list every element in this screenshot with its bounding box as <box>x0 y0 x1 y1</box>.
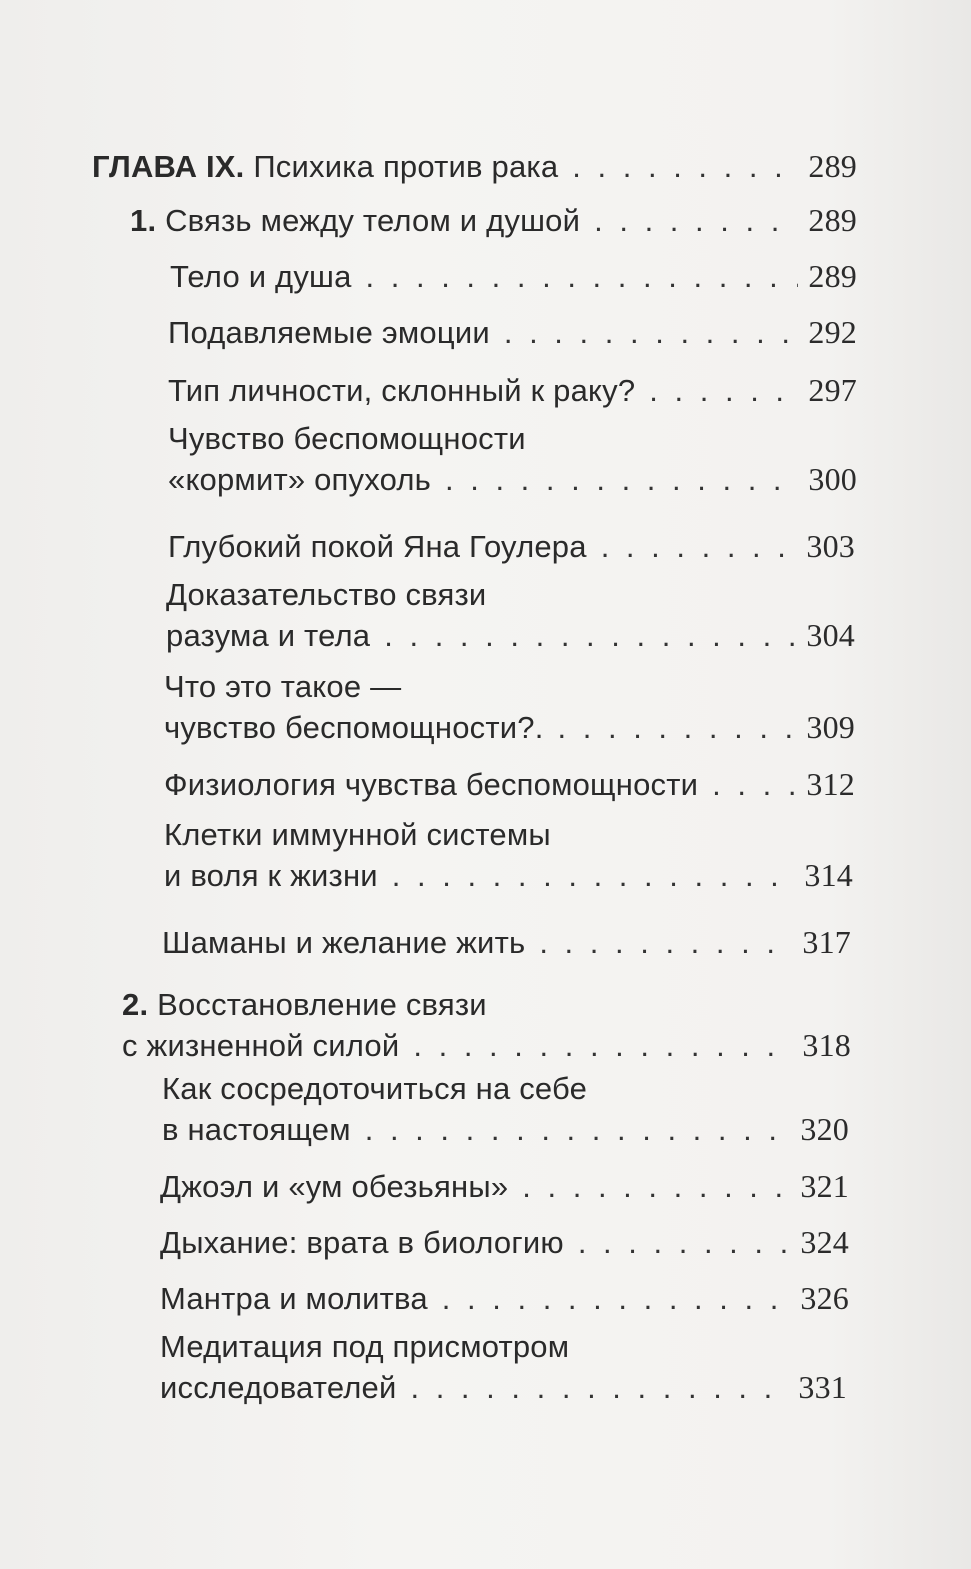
toc-item <box>160 1326 847 1408</box>
section-title-line: с жизненной силой <box>122 1028 400 1063</box>
toc-item <box>166 574 855 656</box>
page-number: 292 <box>808 314 857 350</box>
toc-item <box>162 1068 849 1150</box>
item-title-line: исследователей <box>160 1370 397 1405</box>
toc-item <box>168 312 857 353</box>
item-title-line: Чувство беспомощности <box>168 421 526 456</box>
dot-leader <box>384 615 796 656</box>
section-number: 2. <box>122 987 149 1022</box>
page-number: 317 <box>802 924 851 960</box>
toc-item <box>164 814 853 896</box>
dot-leader <box>392 855 795 896</box>
section-title: Связь между телом и душой <box>165 203 581 238</box>
toc-section <box>122 984 851 1066</box>
toc-section <box>130 200 857 241</box>
item-title-line: Медитация под присмотром <box>160 1329 570 1364</box>
dot-leader <box>558 707 797 748</box>
item-title-line: Что это такое — <box>164 669 402 704</box>
dot-leader <box>522 1166 790 1207</box>
page-number: 309 <box>806 709 855 745</box>
item-title: Шаманы и желание жить <box>162 925 526 960</box>
toc-item <box>168 418 857 500</box>
toc-item <box>170 256 857 297</box>
item-title-line: в настоящем <box>162 1112 351 1147</box>
page-number: 304 <box>806 617 855 653</box>
page-number: 320 <box>800 1111 849 1147</box>
dot-leader <box>578 1222 791 1263</box>
item-title-line: чувство беспомощности?. <box>164 710 544 745</box>
page-number: 326 <box>800 1280 849 1316</box>
toc-item <box>168 370 857 411</box>
item-title: Глубокий покой Яна Гоулера <box>168 529 587 564</box>
chapter-label: ГЛАВА IX. <box>92 149 245 184</box>
page-number: 314 <box>804 857 853 893</box>
item-title: Дыхание: врата в биологию <box>160 1225 564 1260</box>
dot-leader <box>594 200 798 241</box>
item-title: Мантра и молитва <box>160 1281 428 1316</box>
item-title: Тип личности, склонный к раку? <box>168 373 636 408</box>
dot-leader <box>504 312 799 353</box>
page-number: 300 <box>808 461 857 497</box>
toc-item <box>164 764 855 805</box>
page-number: 312 <box>806 766 855 802</box>
page-number: 289 <box>808 202 857 238</box>
chapter-title: Психика против рака <box>253 149 559 184</box>
item-title-line: и воля к жизни <box>164 858 378 893</box>
dot-leader <box>366 256 799 297</box>
section-title-line: Восстановление связи <box>157 987 487 1022</box>
toc-item <box>164 666 855 748</box>
item-title: Джоэл и «ум обезьяны» <box>160 1169 509 1204</box>
page-number: 303 <box>806 528 855 564</box>
page-number: 289 <box>808 258 857 294</box>
dot-leader <box>649 370 798 411</box>
item-title: Тело и душа <box>170 259 352 294</box>
dot-leader <box>601 526 797 567</box>
toc-item <box>160 1222 849 1263</box>
dot-leader <box>445 459 798 500</box>
item-title: Подавляемые эмоции <box>168 315 490 350</box>
page-number: 321 <box>800 1168 849 1204</box>
toc-item <box>168 526 855 567</box>
toc-item <box>162 922 851 963</box>
item-title-line: Клетки иммунной системы <box>164 817 551 852</box>
dot-leader <box>410 1367 788 1408</box>
section-number: 1. <box>130 203 157 238</box>
item-title-line: Как сосредоточиться на себе <box>162 1071 588 1106</box>
dot-leader <box>712 764 796 805</box>
page-number: 324 <box>800 1224 849 1260</box>
toc-chapter <box>92 146 857 187</box>
dot-leader <box>539 922 792 963</box>
item-title-line: Доказательство связи <box>166 577 487 612</box>
page-number: 297 <box>808 372 857 408</box>
page-number: 318 <box>802 1027 851 1063</box>
toc-item <box>160 1166 849 1207</box>
dot-leader <box>572 146 798 187</box>
page-number: 331 <box>798 1369 847 1405</box>
item-title-line: разума и тела <box>166 618 371 653</box>
item-title-line: «кормит» опухоль <box>168 462 431 497</box>
page-number: 289 <box>808 148 857 184</box>
dot-leader <box>442 1278 791 1319</box>
dot-leader <box>413 1025 792 1066</box>
item-title: Физиология чувства беспомощности <box>164 767 699 802</box>
dot-leader <box>365 1109 791 1150</box>
toc-item <box>160 1278 849 1319</box>
